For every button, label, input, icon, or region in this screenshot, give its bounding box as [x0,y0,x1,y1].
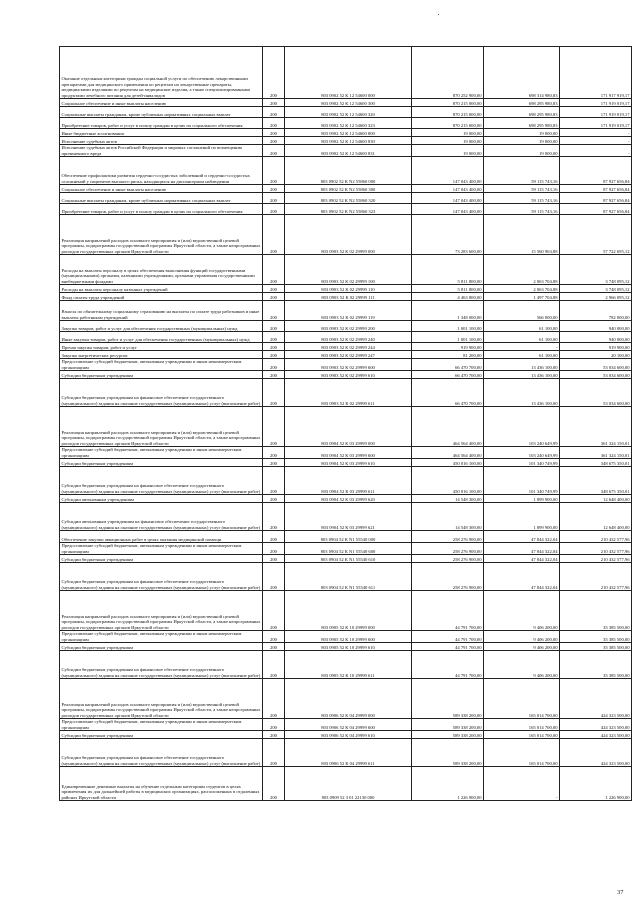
row-approved-cell: 258 276 900,00 [412,531,484,543]
row-approved-cell: 870 215 000,00 [412,118,484,129]
row-executed-cell: 165 014 700,00 [484,739,560,767]
row-approved-cell: 589 338 200,00 [412,679,484,719]
row-unexecuted-cell: 424 323 500,00 [560,719,632,731]
row-code-cell: 200 [263,651,285,679]
row-code-cell: 200 [263,301,285,321]
row-approved-cell: 19 000,00 [412,129,484,137]
row-approved-cell: 1 001 100,00 [412,332,484,343]
row-name-cell: Субсидии бюджетным учреждениям [60,643,263,651]
row-code-cell: 200 [263,47,285,99]
table-row [60,107,632,118]
row-code-cell: 200 [263,129,285,137]
table-row [60,293,632,301]
table-row [60,157,632,185]
row-code-cell: 200 [263,555,285,563]
row-kbk-cell: 803 0902 52 К N2 55860 300 [285,185,412,193]
row-code-cell: 200 [263,767,285,801]
row-unexecuted-cell: 53 034 600,00 [560,371,632,379]
row-kbk-cell: 803 0904 52 К N1 55540 600 [285,543,412,555]
row-approved-cell: 66 470 700,00 [412,359,484,371]
table-row [60,447,632,459]
budget-execution-table [59,46,632,801]
row-approved-cell: 44 791 700,00 [412,591,484,631]
row-executed-cell: 59 115 743,16 [484,193,560,204]
row-executed-cell: 61 100,00 [484,321,560,332]
row-executed-cell: 698 295 980,83 [484,107,560,118]
row-name-cell: Субсидии бюджетным учреждениям [60,555,263,563]
table-row [60,591,632,631]
table-row [60,543,632,555]
row-kbk-cell: 803 0902 52 К 12 54600 830 [285,137,412,145]
row-approved-cell: 147 043 400,00 [412,204,484,215]
row-unexecuted-cell: 210 432 577,96 [560,555,632,563]
row-executed-cell: 13 436 100,00 [484,359,560,371]
row-executed-cell: 9 406 200,00 [484,591,560,631]
row-kbk-cell: 803 0904 52 К 03 29999 000 [285,407,412,447]
row-code-cell: 200 [263,343,285,351]
row-executed-cell: 19 000,00 [484,145,560,157]
row-kbk-cell: 803 0903 52 К 02 29999 600 [285,359,412,371]
table-row [60,204,632,215]
table-row [60,651,632,679]
row-code-cell: 200 [263,563,285,591]
row-approved-cell: 450 016 100,00 [412,459,484,467]
row-kbk-cell: 803 0902 52 К N2 55860 320 [285,193,412,204]
row-code-cell: 200 [263,321,285,332]
table-row [60,503,632,531]
row-approved-cell: 1 226 900,00 [412,767,484,801]
row-code-cell: 200 [263,503,285,531]
row-kbk-cell: 803 0902 52 К 12 54600 800 [285,129,412,137]
row-executed-cell: 698 314 980,83 [484,47,560,99]
row-name-cell: Обеспечение профилактики развития сердечно-сосудистых заболеваний и сердечно-сосудистых осложнений у пациентов высокого риска, находящихся на диспансерном наблюдении [60,157,263,185]
row-executed-cell: 103 240 649,99 [484,447,560,459]
row-kbk-cell: 803 0903 52 К 02 29999 110 [285,285,412,293]
row-approved-cell: 1 001 100,00 [412,321,484,332]
row-code-cell: 200 [263,739,285,767]
row-executed-cell: 59 115 743,16 [484,204,560,215]
row-unexecuted-cell: 361 324 150,01 [560,407,632,447]
row-kbk-cell: 803 0905 52 К 10 29999 600 [285,631,412,643]
row-executed-cell: 13 436 100,00 [484,371,560,379]
row-code-cell: 200 [263,137,285,145]
row-code-cell: 200 [263,407,285,447]
row-name-cell: Прочая закупка товаров, работ и услуг [60,343,263,351]
row-name-cell: Расходы на выплаты персоналу в целях обеспечения выполнения функций государственными (муниципальными) органами, казенными учреждениями, органами управления государственными внебюджетными фондами [60,255,263,285]
row-name-cell: Субсидии бюджетным учреждениям на финансовое обеспечение государственного (муниципального) задания на оказание государственных (муниципальных) услуг (выполнение работ) [60,467,263,495]
row-kbk-cell: 803 0904 52 К N1 55540 000 [285,531,412,543]
row-name-cell: Социальное обеспечение и иные выплаты населению [60,185,263,193]
row-executed-cell: 1 497 704,88 [484,293,560,301]
page-number: 37 [617,889,624,896]
row-kbk-cell: 803 0902 52 К N2 55860 000 [285,157,412,185]
row-kbk-cell: 803 0906 52 К 04 29999 600 [285,719,412,731]
row-unexecuted-cell: 424 323 500,00 [560,739,632,767]
row-code-cell: 200 [263,459,285,467]
row-name-cell: Обеспечение закупки авиационных работ в целях оказания медицинской помощи [60,531,263,543]
row-kbk-cell: 803 0905 52 К 10 29999 610 [285,643,412,651]
row-kbk-cell: 803 0903 52 К 02 29999 100 [285,255,412,285]
row-name-cell: Предоставление субсидий бюджетным, автономным учреждениям и иным некоммерческим организациям [60,359,263,371]
table-row [60,47,632,99]
table-row [60,99,632,107]
row-kbk-cell: 803 0905 52 К 10 29999 000 [285,591,412,631]
row-code-cell: 200 [263,157,285,185]
row-executed-cell: 9 406 200,00 [484,651,560,679]
row-unexecuted-cell: - [560,137,632,145]
row-unexecuted-cell: 940 000,00 [560,332,632,343]
row-executed-cell: 13 436 100,00 [484,379,560,407]
row-executed-cell: 19 000,00 [484,137,560,145]
row-unexecuted-cell: 87 927 656,84 [560,185,632,193]
row-unexecuted-cell: 53 034 600,00 [560,359,632,371]
row-executed-cell: - [484,767,560,801]
row-unexecuted-cell: 35 385 500,00 [560,651,632,679]
row-code-cell: 200 [263,255,285,285]
table-row [60,631,632,643]
row-unexecuted-cell: 348 675 350,01 [560,467,632,495]
row-unexecuted-cell: 53 034 600,00 [560,379,632,407]
row-approved-cell: 147 043 400,00 [412,157,484,185]
table-row [60,118,632,129]
row-kbk-cell: 803 0903 52 К 02 29999 611 [285,379,412,407]
row-unexecuted-cell: 87 927 656,84 [560,204,632,215]
row-approved-cell: 258 276 900,00 [412,563,484,591]
row-name-cell: Субсидии автономным учреждениям [60,495,263,503]
row-code-cell: 200 [263,447,285,459]
row-unexecuted-cell: 35 385 500,00 [560,631,632,643]
row-name-cell: Взносы по обязательному социальному страхованию на выплаты по оплате труда работников и иные выплаты работникам учреждений [60,301,263,321]
row-code-cell: 200 [263,204,285,215]
table-row [60,379,632,407]
row-approved-cell: 14 548 300,00 [412,503,484,531]
row-executed-cell: 59 115 743,16 [484,185,560,193]
row-unexecuted-cell: - [560,129,632,137]
row-executed-cell: - [484,343,560,351]
table-row [60,731,632,739]
row-unexecuted-cell: 171 919 019,17 [560,99,632,107]
row-name-cell: Социальные выплаты гражданам, кроме публичных нормативных социальных выплат [60,107,263,118]
row-approved-cell: 66 470 700,00 [412,371,484,379]
row-name-cell: Исполнение судебных актов Российской Федерации и мировых соглашений по возмещению причиненного вреда [60,145,263,157]
row-unexecuted-cell: 12 648 400,00 [560,495,632,503]
row-name-cell: Субсидии автономным учреждениям на финансовое обеспечение государственного (муниципального) задания на оказание государственных (муниципальных) услуг (выполнение работ) [60,503,263,531]
row-name-cell: Иные бюджетные ассигнования [60,129,263,137]
table-row [60,301,632,321]
row-name-cell: Субсидии бюджетным учреждениям на финансовое обеспечение государственного (муниципального) задания на оказание государственных (муниципальных) услуг (выполнение работ) [60,563,263,591]
row-kbk-cell: 803 0903 52 К 02 29999 247 [285,351,412,359]
table-row [60,332,632,343]
row-kbk-cell: 803 0902 52 К 12 54600 831 [285,145,412,157]
row-kbk-cell: 803 0902 52 К 12 54600 323 [285,118,412,129]
row-code-cell: 200 [263,359,285,371]
row-kbk-cell: 803 0903 52 К 02 29999 240 [285,332,412,343]
row-approved-cell: 1 348 000,00 [412,301,484,321]
row-approved-cell: 464 564 400,00 [412,407,484,447]
table-row [60,467,632,495]
row-approved-cell: 919 900,00 [412,343,484,351]
table-row [60,193,632,204]
row-approved-cell: 464 564 400,00 [412,447,484,459]
row-kbk-cell: 803 0903 52 К 02 29999 119 [285,301,412,321]
table-row [60,185,632,193]
row-code-cell: 200 [263,467,285,495]
row-name-cell: Субсидии бюджетным учреждениям [60,371,263,379]
row-code-cell: 200 [263,145,285,157]
row-approved-cell: 5 811 800,00 [412,285,484,293]
row-kbk-cell: 803 0902 52 К 12 54600 300 [285,99,412,107]
table-row [60,215,632,255]
table-row [60,255,632,285]
row-code-cell: 200 [263,193,285,204]
row-executed-cell: 2 063 704,88 [484,255,560,285]
table-row [60,643,632,651]
row-kbk-cell: 803 0904 52 К 03 29999 621 [285,503,412,531]
row-code-cell: 200 [263,643,285,651]
table-row [60,719,632,731]
row-approved-cell: 870 215 000,00 [412,107,484,118]
table-row [60,563,632,591]
row-code-cell: 200 [263,185,285,193]
row-name-cell: Исполнение судебных актов [60,137,263,145]
row-approved-cell: 147 043 400,00 [412,193,484,204]
row-kbk-cell: 803 0903 52 К 02 29999 610 [285,371,412,379]
row-kbk-cell: 803 0903 52 К 02 29999 244 [285,343,412,351]
row-name-cell: Приобретение товаров, работ и услуг в пользу граждан в целях их социального обеспечения [60,204,263,215]
row-kbk-cell: 803 0904 52 К 03 29999 610 [285,459,412,467]
row-executed-cell: 698 295 980,83 [484,118,560,129]
row-code-cell: 200 [263,531,285,543]
row-unexecuted-cell: 1 226 900,00 [560,767,632,801]
table-row [60,679,632,719]
row-name-cell: Расходы на выплаты персоналу казенных учреждений [60,285,263,293]
table-row [60,285,632,293]
row-unexecuted-cell: 3 748 095,12 [560,285,632,293]
row-code-cell: 200 [263,631,285,643]
row-code-cell: 200 [263,371,285,379]
row-code-cell: 200 [263,591,285,631]
row-code-cell: 200 [263,731,285,739]
row-approved-cell: 44 791 700,00 [412,643,484,651]
row-approved-cell: 4 463 800,00 [412,293,484,301]
row-code-cell: 200 [263,285,285,293]
row-executed-cell: 2 063 704,88 [484,285,560,293]
row-name-cell: Предоставление субсидий бюджетным, автономным учреждениям и иным некоммерческим организациям [60,719,263,731]
row-unexecuted-cell: 171 917 919,17 [560,47,632,99]
row-executed-cell: 47 844 322,04 [484,563,560,591]
row-code-cell: 200 [263,107,285,118]
row-name-cell: Закупка энергетических ресурсов [60,351,263,359]
row-unexecuted-cell: 424 323 500,00 [560,731,632,739]
row-executed-cell: 566 000,00 [484,301,560,321]
row-code-cell: 200 [263,379,285,407]
row-code-cell: 200 [263,719,285,731]
table-row [60,359,632,371]
row-name-cell: Субсидии бюджетным учреждениям [60,459,263,467]
row-kbk-cell: 803 0903 52 К 02 29999 000 [285,215,412,255]
row-executed-cell: 101 340 749,99 [484,459,560,467]
table-row [60,371,632,379]
row-name-cell: Предоставление субсидий бюджетным, автономным учреждениям и иным некоммерческим организациям [60,447,263,459]
row-code-cell: 200 [263,99,285,107]
row-name-cell: Иные закупки товаров, работ и услуг для обеспечения государственных (муниципальных) нужд [60,332,263,343]
table-row [60,459,632,467]
row-approved-cell: 19 000,00 [412,137,484,145]
row-unexecuted-cell: 210 432 577,96 [560,531,632,543]
row-unexecuted-cell: 424 323 500,00 [560,679,632,719]
row-executed-cell: 1 899 900,00 [484,503,560,531]
row-approved-cell: 450 016 100,00 [412,467,484,495]
table-row [60,137,632,145]
row-unexecuted-cell: 348 675 350,01 [560,459,632,467]
row-kbk-cell: 803 0905 52 К 10 29999 611 [285,651,412,679]
row-name-cell: Реализация направлений расходов основного мероприятия и (или) ведомственной целевой программы, подпрограммы государственной программы Иркутской области, а также непрограммных расходов государственных органов Иркутской области [60,679,263,719]
row-executed-cell: 61 100,00 [484,351,560,359]
row-executed-cell: 9 406 200,00 [484,631,560,643]
row-unexecuted-cell: 2 966 095,12 [560,293,632,301]
row-approved-cell: 258 276 900,00 [412,543,484,555]
row-kbk-cell: 803 0903 52 К 02 29999 200 [285,321,412,332]
row-kbk-cell: 803 0906 52 К 04 29999 611 [285,739,412,767]
row-name-cell: Субсидии бюджетным учреждениям [60,731,263,739]
row-name-cell: Реализация направлений расходов основного мероприятия и (или) ведомственной целевой программы, подпрограммы государственной программы Иркутской области, а также непрограммных расходов государственных органов Иркутской области [60,215,263,255]
table-row [60,739,632,767]
row-executed-cell: 101 340 749,99 [484,467,560,495]
row-name-cell: Единовременные денежные выплаты на обучение отдельным категориям студентов в целях привлечения их для дальнейшей работы в медицинских организациях, расположенных в отдаленных районах Иркутской области [60,767,263,801]
row-kbk-cell: 803 0904 52 К 03 29999 611 [285,467,412,495]
table-row [60,407,632,447]
row-approved-cell: 81 200,00 [412,351,484,359]
row-name-cell: Предоставление субсидий бюджетным, автономным учреждениям и иным некоммерческим организациям [60,631,263,643]
table-row [60,531,632,543]
row-unexecuted-cell: 87 927 656,84 [560,193,632,204]
table-row [60,351,632,359]
row-unexecuted-cell: 919 900,00 [560,343,632,351]
row-code-cell: 200 [263,679,285,719]
row-kbk-cell: 803 0904 52 К 03 29999 600 [285,447,412,459]
row-unexecuted-cell: 35 385 500,00 [560,591,632,631]
row-approved-cell: 19 000,00 [412,145,484,157]
row-name-cell: Фонд оплаты труда учреждений [60,293,263,301]
row-code-cell: 200 [263,215,285,255]
row-unexecuted-cell: 171 919 019,17 [560,107,632,118]
row-unexecuted-cell: 87 927 656,84 [560,157,632,185]
row-name-cell: Приобретение товаров, работ и услуг в пользу граждан в целях их социального обеспечения [60,118,263,129]
row-code-cell: 200 [263,332,285,343]
row-unexecuted-cell: 782 000,00 [560,301,632,321]
table-body [60,47,632,801]
row-kbk-cell: 803 0904 52 К N1 55540 610 [285,555,412,563]
row-approved-cell: 870 252 900,00 [412,47,484,99]
row-executed-cell: 1 899 900,00 [484,495,560,503]
row-unexecuted-cell: 210 432 577,96 [560,563,632,591]
row-code-cell: 200 [263,495,285,503]
row-executed-cell: 15 560 904,88 [484,215,560,255]
row-name-cell: Социальное обеспечение и иные выплаты населению [60,99,263,107]
row-executed-cell: 59 115 743,16 [484,157,560,185]
row-kbk-cell: 803 0909 52 3 01 22130 000 [285,767,412,801]
row-approved-cell: 870 215 000,00 [412,99,484,107]
row-name-cell: Субсидии бюджетным учреждениям на финансовое обеспечение государственного (муниципального) задания на оказание государственных (муниципальных) услуг (выполнение работ) [60,379,263,407]
table-row [60,145,632,157]
row-approved-cell: 66 470 700,00 [412,379,484,407]
row-code-cell: 200 [263,351,285,359]
row-approved-cell: 14 548 300,00 [412,495,484,503]
row-executed-cell: 9 406 200,00 [484,643,560,651]
row-approved-cell: 44 791 700,00 [412,651,484,679]
row-approved-cell: 589 338 200,00 [412,719,484,731]
row-unexecuted-cell: 361 324 150,01 [560,447,632,459]
row-code-cell: 200 [263,293,285,301]
scan-dot [438,14,439,15]
row-name-cell: Реализация направлений расходов основного мероприятия и (или) ведомственной целевой программы, подпрограммы государственной программы Иркутской области, а также непрограммных расходов государственных органов Иркутской области [60,591,263,631]
row-approved-cell: 147 043 400,00 [412,185,484,193]
table-row [60,343,632,351]
row-approved-cell: 258 276 900,00 [412,555,484,563]
row-approved-cell: 73 283 600,00 [412,215,484,255]
row-unexecuted-cell: 35 385 500,00 [560,643,632,651]
row-executed-cell: 61 100,00 [484,332,560,343]
row-unexecuted-cell: 12 648 400,00 [560,503,632,531]
row-unexecuted-cell: 57 722 695,12 [560,215,632,255]
row-kbk-cell: 803 0904 52 К 03 29999 620 [285,495,412,503]
row-executed-cell: 47 844 322,04 [484,543,560,555]
row-kbk-cell: 803 0902 52 К 12 54600 000 [285,47,412,99]
row-executed-cell: 698 295 980,83 [484,99,560,107]
row-approved-cell: 5 811 800,00 [412,255,484,285]
row-name-cell: Субсидии бюджетным учреждениям на финансовое обеспечение государственного (муниципального) задания на оказание государственных (муниципальных) услуг (выполнение работ) [60,739,263,767]
row-name-cell: Социальные выплаты гражданам, кроме публичных нормативных социальных выплат [60,193,263,204]
row-name-cell: Оказание отдельным категориям граждан социальной услуги по обеспечению лекарственными препаратами для медицинского применения по рецептам на лекарственные препараты, медицинскими изделиями по рецептам на медицинские изделия, а также специализированными продуктами лечебного питания для детей-инвалидов [60,47,263,99]
row-executed-cell: 47 844 322,04 [484,555,560,563]
row-executed-cell: 19 000,00 [484,129,560,137]
row-name-cell: Предоставление субсидий бюджетным, автономным учреждениям и иным некоммерческим организациям [60,543,263,555]
row-kbk-cell: 803 0903 52 К 02 29999 111 [285,293,412,301]
row-kbk-cell: 803 0906 52 К 04 29999 610 [285,731,412,739]
row-kbk-cell: 803 0906 52 К 04 29999 000 [285,679,412,719]
row-name-cell: Закупка товаров, работ и услуг для обеспечения государственных (муниципальных) нужд [60,321,263,332]
row-unexecuted-cell: 210 432 577,96 [560,543,632,555]
row-code-cell: 200 [263,118,285,129]
table-row [60,767,632,801]
row-kbk-cell: 803 0902 52 К 12 54600 320 [285,107,412,118]
table-row [60,495,632,503]
row-approved-cell: 44 791 700,00 [412,631,484,643]
table-row [60,129,632,137]
row-executed-cell: 165 014 700,00 [484,731,560,739]
row-unexecuted-cell: 171 919 019,17 [560,118,632,129]
row-executed-cell: 165 014 700,00 [484,719,560,731]
row-executed-cell: 47 844 322,04 [484,531,560,543]
row-name-cell: Субсидии бюджетным учреждениям на финансовое обеспечение государственного (муниципального) задания на оказание государственных (муниципальных) услуг (выполнение работ) [60,651,263,679]
table-row [60,555,632,563]
row-unexecuted-cell: 20 100,00 [560,351,632,359]
row-unexecuted-cell: 3 748 095,12 [560,255,632,285]
row-code-cell: 200 [263,543,285,555]
row-name-cell: Реализация направлений расходов основного мероприятия и (или) ведомственной целевой программы, подпрограммы государственной программы Иркутской области, а также непрограммных расходов государственных органов Иркутской области [60,407,263,447]
table-row [60,321,632,332]
row-approved-cell: 589 338 200,00 [412,739,484,767]
row-unexecuted-cell: 940 000,00 [560,321,632,332]
row-unexecuted-cell: - [560,145,632,157]
row-executed-cell: 165 014 700,00 [484,679,560,719]
row-approved-cell: 589 338 200,00 [412,731,484,739]
row-kbk-cell: 803 0904 52 К N1 55540 611 [285,563,412,591]
row-executed-cell: 103 240 649,99 [484,407,560,447]
row-kbk-cell: 803 0902 52 К N2 55860 323 [285,204,412,215]
